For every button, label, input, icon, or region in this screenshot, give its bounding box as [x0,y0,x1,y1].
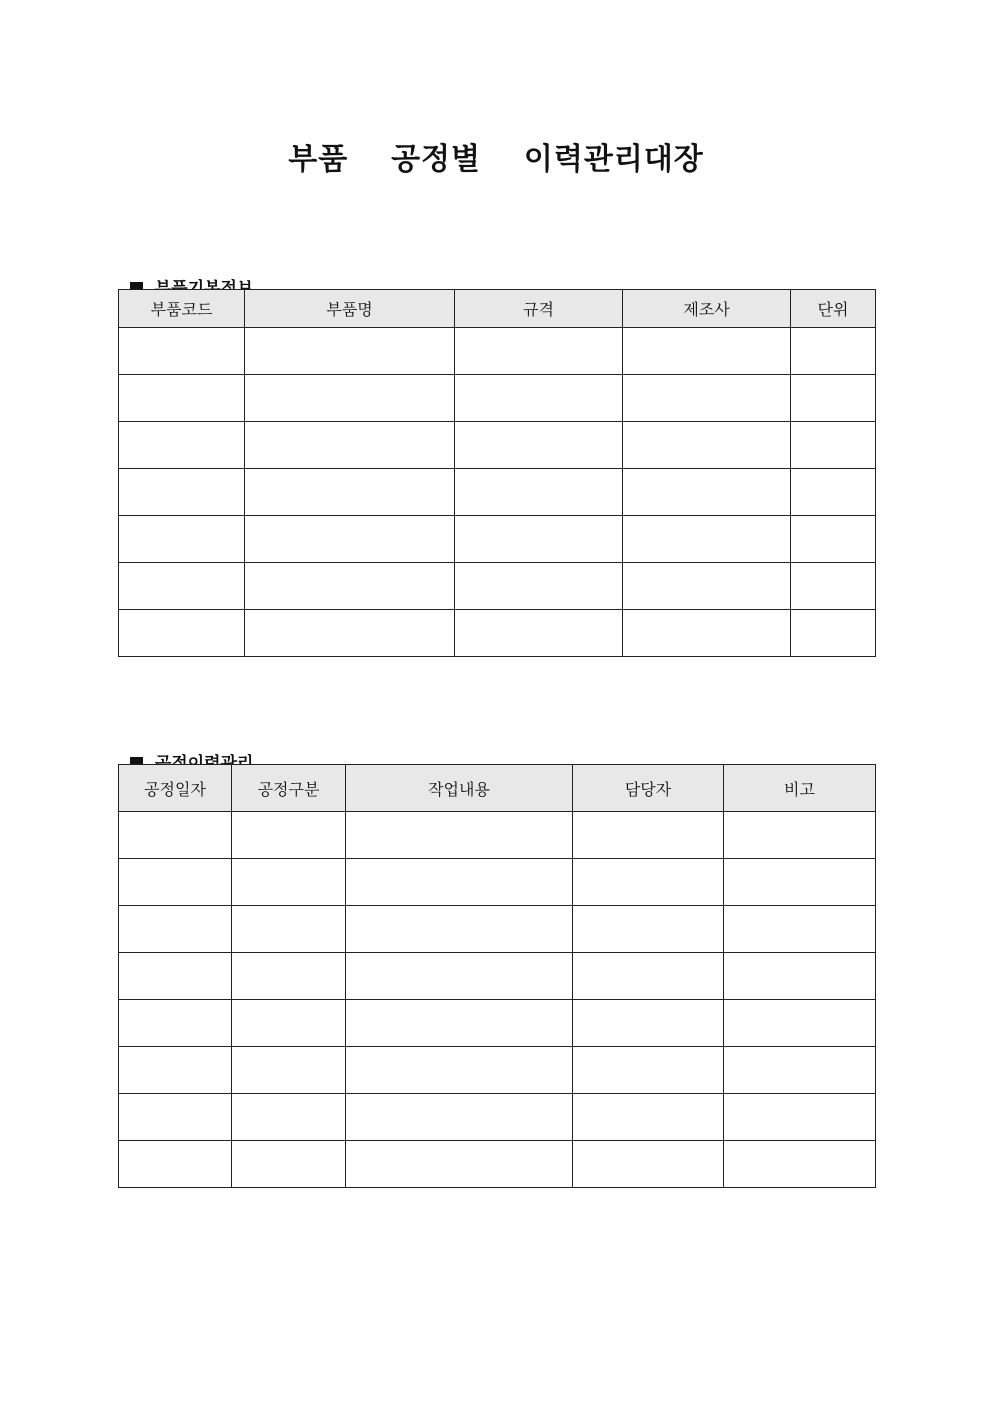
table-cell[interactable] [119,610,245,657]
table-cell[interactable] [455,516,623,563]
table-cell[interactable] [119,906,232,953]
table-cell[interactable] [573,812,724,859]
table-cell[interactable] [245,610,455,657]
table-cell[interactable] [791,328,876,375]
table-cell[interactable] [623,563,791,610]
table-cell[interactable] [724,1047,876,1094]
table-cell[interactable] [232,1094,346,1141]
table-row [119,812,876,859]
table-row [119,1094,876,1141]
table-cell[interactable] [232,812,346,859]
table-row [119,563,876,610]
table-cell[interactable] [119,1000,232,1047]
table-cell[interactable] [346,1094,573,1141]
process-history-table-body [119,812,876,1188]
table-cell[interactable] [791,516,876,563]
table-cell[interactable] [791,469,876,516]
table-row [119,1000,876,1047]
table-cell[interactable] [232,906,346,953]
table-cell[interactable] [573,906,724,953]
table-cell[interactable] [623,375,791,422]
table-row [119,610,876,657]
table-cell[interactable] [232,1141,346,1188]
table-cell[interactable] [119,422,245,469]
table-cell[interactable] [573,1047,724,1094]
table-cell[interactable] [724,1000,876,1047]
table-cell[interactable] [346,1047,573,1094]
table-cell[interactable] [119,328,245,375]
table-row [119,375,876,422]
table-cell[interactable] [623,328,791,375]
table-cell[interactable] [119,1047,232,1094]
table-cell[interactable] [573,1141,724,1188]
table-cell[interactable] [119,563,245,610]
table-cell[interactable] [455,375,623,422]
table-cell[interactable] [791,563,876,610]
table-cell[interactable] [455,563,623,610]
table-cell[interactable] [623,422,791,469]
table-cell[interactable] [724,906,876,953]
column-header-part-code: 부품코드 [119,290,245,328]
table-cell[interactable] [232,859,346,906]
table-cell[interactable] [791,375,876,422]
table-cell[interactable] [623,516,791,563]
part-info-table-body [119,328,876,657]
table-row [119,953,876,1000]
column-header-unit: 단위 [791,290,876,328]
table-row [119,422,876,469]
column-header-process-type: 공정구분 [232,765,346,812]
table-row [119,1141,876,1188]
column-header-part-name: 부품명 [245,290,455,328]
table-cell[interactable] [346,812,573,859]
table-cell[interactable] [119,375,245,422]
table-cell[interactable] [724,1141,876,1188]
part-info-table [118,289,876,657]
table-cell[interactable] [119,859,232,906]
table-cell[interactable] [791,610,876,657]
table-cell[interactable] [245,469,455,516]
table-cell[interactable] [346,906,573,953]
table-cell[interactable] [573,1000,724,1047]
column-header-person-in-charge: 담당자 [573,765,724,812]
table-cell[interactable] [119,953,232,1000]
table-cell[interactable] [455,422,623,469]
table-cell[interactable] [119,469,245,516]
table-cell[interactable] [573,1094,724,1141]
table-row [119,906,876,953]
table-cell[interactable] [791,422,876,469]
column-header-spec: 규격 [455,290,623,328]
table-cell[interactable] [245,516,455,563]
table-cell[interactable] [724,812,876,859]
table-header-row [119,290,876,328]
table-cell[interactable] [245,375,455,422]
column-header-remarks: 비고 [724,765,876,812]
table-cell[interactable] [245,422,455,469]
table-row [119,516,876,563]
table-cell[interactable] [119,1094,232,1141]
table-cell[interactable] [724,859,876,906]
table-cell[interactable] [232,1047,346,1094]
table-header-row [119,765,876,812]
table-cell[interactable] [346,1141,573,1188]
table-row [119,469,876,516]
table-cell[interactable] [346,1000,573,1047]
table-cell[interactable] [455,328,623,375]
table-cell[interactable] [346,859,573,906]
table-row [119,328,876,375]
table-cell[interactable] [245,563,455,610]
table-row [119,1047,876,1094]
table-cell[interactable] [119,812,232,859]
table-cell[interactable] [119,516,245,563]
table-cell[interactable] [623,610,791,657]
process-history-table [118,764,876,1188]
table-cell[interactable] [119,1141,232,1188]
table-cell[interactable] [455,610,623,657]
table-cell[interactable] [623,469,791,516]
table-cell[interactable] [346,953,573,1000]
column-header-process-date: 공정일자 [119,765,232,812]
table-cell[interactable] [245,328,455,375]
table-cell[interactable] [573,953,724,1000]
table-cell[interactable] [724,1094,876,1141]
table-row [119,859,876,906]
column-header-work-content: 작업내용 [346,765,573,812]
table-cell[interactable] [573,859,724,906]
page-title: 부품 공정별 이력관리대장 [288,142,704,177]
table-cell[interactable] [232,953,346,1000]
table-cell[interactable] [724,953,876,1000]
table-cell[interactable] [232,1000,346,1047]
column-header-manufacturer: 제조사 [623,290,791,328]
table-cell[interactable] [455,469,623,516]
